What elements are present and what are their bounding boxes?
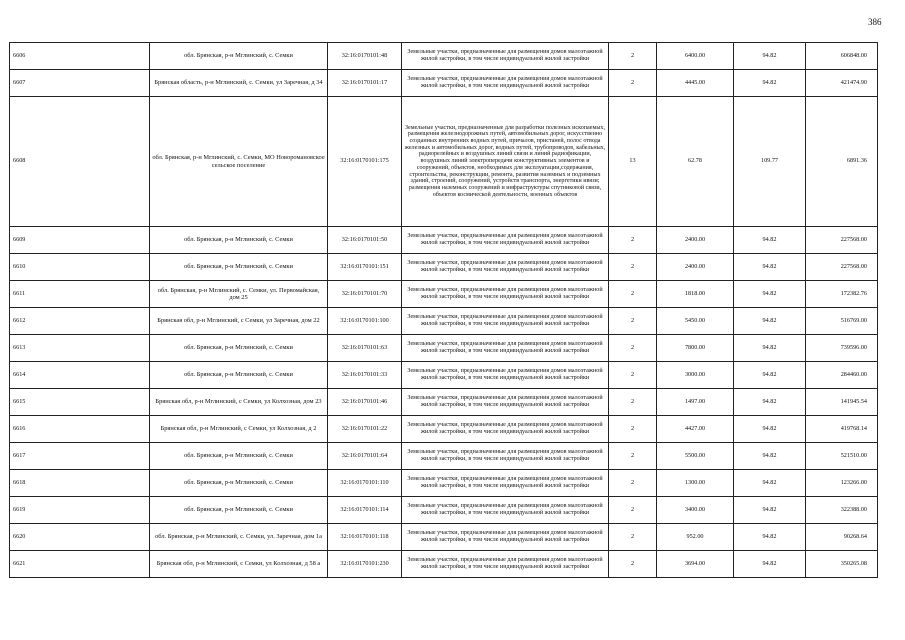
row-number-cell: 6621 [10, 551, 150, 578]
use-group-cell: 2 [609, 551, 657, 578]
area-cell: 5500.00 [657, 443, 734, 470]
row-number-cell: 6608 [10, 97, 150, 227]
cadastral-value-cell: 739596.00 [806, 335, 878, 362]
row-number-cell: 6609 [10, 227, 150, 254]
cadastral-number-cell: 32:16:0170101:50 [328, 227, 402, 254]
cadastral-value-cell: 606848.00 [806, 43, 878, 70]
cadastral-value-cell: 421474.90 [806, 70, 878, 97]
use-group-cell: 2 [609, 254, 657, 281]
row-number-cell: 6607 [10, 70, 150, 97]
row-number-cell: 6616 [10, 416, 150, 443]
land-use-purpose-cell: Земельные участки, предназначенные для размещения домов малоэтажной жилой застройки, в том числе индивидуальной жилой застройки [402, 335, 609, 362]
cadastral-value-cell: 227568.00 [806, 254, 878, 281]
cadastral-number-cell: 32:16:0170101:70 [328, 281, 402, 308]
table-row [10, 524, 878, 551]
cadastral-number-cell: 32:16:0170101:22 [328, 416, 402, 443]
area-cell: 3000.00 [657, 362, 734, 389]
cadastral-value-cell: 123266.00 [806, 470, 878, 497]
cadastral-number-cell: 32:16:0170101:118 [328, 524, 402, 551]
specific-value-cell: 94.82 [734, 43, 806, 70]
area-cell: 4427.00 [657, 416, 734, 443]
address-cell: Брянская обл, р-н Мглинский, с Семки, ул Колхозная, д 2 [150, 416, 328, 443]
registry-body [10, 43, 878, 578]
cadastral-value-cell: 322388.00 [806, 497, 878, 524]
table-row [10, 362, 878, 389]
cadastral-value-cell: 419768.14 [806, 416, 878, 443]
land-use-purpose-cell: Земельные участки, предназначенные для размещения домов малоэтажной жилой застройки, в том числе индивидуальной жилой застройки [402, 443, 609, 470]
use-group-cell: 2 [609, 308, 657, 335]
area-cell: 952.00 [657, 524, 734, 551]
specific-value-cell: 94.82 [734, 443, 806, 470]
use-group-cell: 2 [609, 497, 657, 524]
area-cell: 2400.00 [657, 227, 734, 254]
area-cell: 2400.00 [657, 254, 734, 281]
row-number-cell: 6606 [10, 43, 150, 70]
use-group-cell: 2 [609, 227, 657, 254]
address-cell: обл. Брянская, р-н Мглинский, с. Семки, ул. Первомайская, дом 25 [150, 281, 328, 308]
table-row [10, 416, 878, 443]
cadastral-number-cell: 32:16:0170101:46 [328, 389, 402, 416]
use-group-cell: 2 [609, 70, 657, 97]
use-group-cell: 2 [609, 43, 657, 70]
table-row [10, 308, 878, 335]
specific-value-cell: 94.82 [734, 470, 806, 497]
land-use-purpose-cell: Земельные участки, предназначенные для размещения домов малоэтажной жилой застройки, в том числе индивидуальной жилой застройки [402, 416, 609, 443]
cadastral-value-cell: 227568.00 [806, 227, 878, 254]
area-cell: 1497.00 [657, 389, 734, 416]
row-number-cell: 6619 [10, 497, 150, 524]
area-cell: 62.78 [657, 97, 734, 227]
address-cell: обл. Брянская, р-н Мглинский, с. Семки [150, 227, 328, 254]
cadastral-value-cell: 284460.00 [806, 362, 878, 389]
cadastral-number-cell: 32:16:0170101:114 [328, 497, 402, 524]
address-cell: Брянская обл, р-н Мглинский, с Семки, ул Заречная, дом 22 [150, 308, 328, 335]
cadastral-number-cell: 32:16:0170101:230 [328, 551, 402, 578]
land-use-purpose-cell: Земельные участки, предназначенные для размещения домов малоэтажной жилой застройки, в том числе индивидуальной жилой застройки [402, 227, 609, 254]
use-group-cell: 2 [609, 335, 657, 362]
use-group-cell: 2 [609, 389, 657, 416]
use-group-cell: 2 [609, 524, 657, 551]
cadastral-value-cell: 516769.00 [806, 308, 878, 335]
cadastral-value-cell: 90268.64 [806, 524, 878, 551]
use-group-cell: 2 [609, 443, 657, 470]
page-number: 386 [868, 17, 882, 27]
address-cell: обл. Брянская, р-н Мглинский, с. Семки, МО Новоромановское сельское поселение [150, 97, 328, 227]
table-row [10, 227, 878, 254]
area-cell: 3694.00 [657, 551, 734, 578]
row-number-cell: 6615 [10, 389, 150, 416]
cadastral-number-cell: 32:16:0170101:63 [328, 335, 402, 362]
land-use-purpose-cell: Земельные участки, предназначенные для размещения домов малоэтажной жилой застройки, в том числе индивидуальной жилой застройки [402, 551, 609, 578]
address-cell: обл. Брянская, р-н Мглинский, с. Семки [150, 443, 328, 470]
land-use-purpose-cell: Земельные участки, предназначенные для размещения домов малоэтажной жилой застройки, в том числе индивидуальной жилой застройки [402, 497, 609, 524]
table-row [10, 254, 878, 281]
land-use-purpose-cell: Земельные участки, предназначенные для размещения домов малоэтажной жилой застройки, в том числе индивидуальной жилой застройки [402, 254, 609, 281]
specific-value-cell: 94.82 [734, 362, 806, 389]
table-row [10, 70, 878, 97]
specific-value-cell: 94.82 [734, 227, 806, 254]
area-cell: 6400.00 [657, 43, 734, 70]
row-number-cell: 6618 [10, 470, 150, 497]
land-use-purpose-cell: Земельные участки, предназначенные для размещения домов малоэтажной жилой застройки, в том числе индивидуальной жилой застройки [402, 362, 609, 389]
address-cell: обл. Брянская, р-н Мглинский, с. Семки [150, 335, 328, 362]
address-cell: обл. Брянская, р-н Мглинский, с. Семки [150, 43, 328, 70]
cadastral-number-cell: 32:16:0170101:175 [328, 97, 402, 227]
table-row [10, 97, 878, 227]
table-row [10, 497, 878, 524]
land-use-purpose-cell: Земельные участки, предназначенные для размещения домов малоэтажной жилой застройки, в том числе индивидуальной жилой застройки [402, 524, 609, 551]
table-row [10, 389, 878, 416]
use-group-cell: 2 [609, 362, 657, 389]
cadastral-number-cell: 32:16:0170101:151 [328, 254, 402, 281]
address-cell: Брянская обл, р-н Мглинский, с Семки, ул Колхозная, дом 23 [150, 389, 328, 416]
row-number-cell: 6614 [10, 362, 150, 389]
cadastral-value-cell: 141945.54 [806, 389, 878, 416]
table-row [10, 335, 878, 362]
area-cell: 1818.00 [657, 281, 734, 308]
area-cell: 4445.00 [657, 70, 734, 97]
specific-value-cell: 94.82 [734, 281, 806, 308]
table-row [10, 443, 878, 470]
land-use-purpose-cell: Земельные участки, предназначенные для разработки полезных ископаемых, размещения железнодорожных путей, автомобильных дорог, искусственно созданных внутренних водных путей, причалов, пристаней, полос отвода железных и автомобильных дорог, водных путей, трубопроводов, кабельных, радиорелейных и воздушных линий связи и линий радиофикации, воздушных линий электропередачи конструктивных элементов и сооружений, объектов, необходимых для эксплуатации,содержания, строительства, реконструкции, ремонта, развития наземных и подземных зданий, строений, сооружений, устройств транспорта, энергетики ивязи; размещения наземных сооружений и инфраструктуры спутниковой связи, объектов космической деятельности, военных объектов [402, 97, 609, 227]
table-row [10, 470, 878, 497]
cadastral-number-cell: 32:16:0170101:110 [328, 470, 402, 497]
cadastral-value-cell: 172382.76 [806, 281, 878, 308]
table-row [10, 551, 878, 578]
address-cell: Брянская область, р-н Мглинский, с. Семки, ул Заречная, д 34 [150, 70, 328, 97]
cadastral-value-cell: 6891.36 [806, 97, 878, 227]
land-use-purpose-cell: Земельные участки, предназначенные для размещения домов малоэтажной жилой застройки, в том числе индивидуальной жилой застройки [402, 281, 609, 308]
specific-value-cell: 94.82 [734, 524, 806, 551]
cadastral-number-cell: 32:16:0170101:17 [328, 70, 402, 97]
row-number-cell: 6620 [10, 524, 150, 551]
specific-value-cell: 94.82 [734, 335, 806, 362]
specific-value-cell: 94.82 [734, 416, 806, 443]
land-use-purpose-cell: Земельные участки, предназначенные для размещения домов малоэтажной жилой застройки, в том числе индивидуальной жилой застройки [402, 470, 609, 497]
land-use-purpose-cell: Земельные участки, предназначенные для размещения домов малоэтажной жилой застройки, в том числе индивидуальной жилой застройки [402, 389, 609, 416]
specific-value-cell: 109.77 [734, 97, 806, 227]
table-row [10, 43, 878, 70]
address-cell: обл. Брянская, р-н Мглинский, с. Семки, ул. Заречная, дом 1а [150, 524, 328, 551]
row-number-cell: 6610 [10, 254, 150, 281]
land-use-purpose-cell: Земельные участки, предназначенные для размещения домов малоэтажной жилой застройки, в том числе индивидуальной жилой застройки [402, 308, 609, 335]
specific-value-cell: 94.82 [734, 70, 806, 97]
area-cell: 1300.00 [657, 470, 734, 497]
land-use-purpose-cell: Земельные участки, предназначенные для размещения домов малоэтажной жилой застройки, в том числе индивидуальной жилой застройки [402, 43, 609, 70]
row-number-cell: 6617 [10, 443, 150, 470]
use-group-cell: 13 [609, 97, 657, 227]
specific-value-cell: 94.82 [734, 308, 806, 335]
cadastral-number-cell: 32:16:0170101:33 [328, 362, 402, 389]
specific-value-cell: 94.82 [734, 389, 806, 416]
cadastral-number-cell: 32:16:0170101:64 [328, 443, 402, 470]
address-cell: обл. Брянская, р-н Мглинский, с. Семки [150, 497, 328, 524]
cadastral-number-cell: 32:16:0170101:100 [328, 308, 402, 335]
use-group-cell: 2 [609, 470, 657, 497]
area-cell: 7800.00 [657, 335, 734, 362]
table-row [10, 281, 878, 308]
cadastral-registry-table [9, 42, 878, 578]
use-group-cell: 2 [609, 281, 657, 308]
cadastral-value-cell: 521510.00 [806, 443, 878, 470]
address-cell: Брянская обл, р-н Мглинский, с Семки, ул Колхозная, д 58 а [150, 551, 328, 578]
cadastral-number-cell: 32:16:0170101:48 [328, 43, 402, 70]
row-number-cell: 6611 [10, 281, 150, 308]
area-cell: 3400.00 [657, 497, 734, 524]
specific-value-cell: 94.82 [734, 254, 806, 281]
use-group-cell: 2 [609, 416, 657, 443]
row-number-cell: 6613 [10, 335, 150, 362]
land-use-purpose-cell: Земельные участки, предназначенные для размещения домов малоэтажной жилой застройки, в том числе индивидуальной жилой застройки [402, 70, 609, 97]
specific-value-cell: 94.82 [734, 497, 806, 524]
cadastral-value-cell: 350265.08 [806, 551, 878, 578]
specific-value-cell: 94.82 [734, 551, 806, 578]
area-cell: 5450.00 [657, 308, 734, 335]
address-cell: обл. Брянская, р-н Мглинский, с. Семки [150, 362, 328, 389]
row-number-cell: 6612 [10, 308, 150, 335]
address-cell: обл. Брянская, р-н Мглинский, с. Семки [150, 254, 328, 281]
address-cell: обл. Брянская, р-н Мглинский, с. Семки [150, 470, 328, 497]
